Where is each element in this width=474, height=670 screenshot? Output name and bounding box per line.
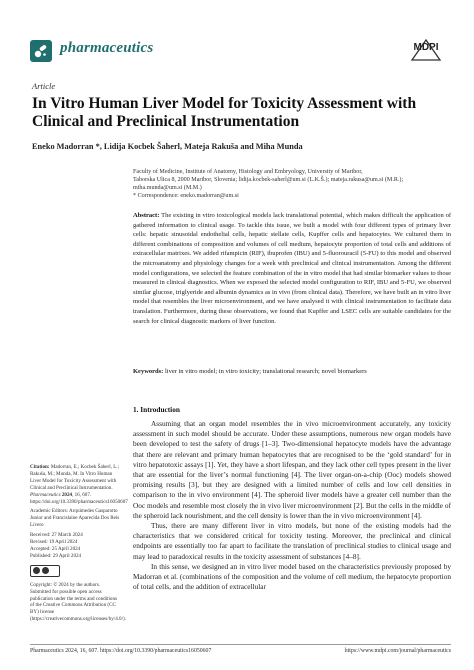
mdpi-logo-icon — [408, 38, 444, 64]
citation-journal: Pharmaceutics — [30, 491, 61, 498]
journal-name: pharmaceutics — [60, 40, 154, 56]
paragraph: In this sense, we designed an in vitro liver model based on the characteristics previously proposed by Madorran et al. (combinations of the composition and the volume of cell medium, the hepatocyte proportion of total cells, and the addition of extracellular — [133, 561, 451, 592]
footer-divider — [30, 644, 451, 645]
received-date: Received: 27 March 2024 — [30, 532, 83, 539]
academic-editors: Academic Editors: Arquimedes Gasparotto Junior and Francislaine Aparecida Dos Reis Lívero — [30, 508, 120, 529]
footer-citation: Pharmaceutics 2024, 16, 607. https://doi.org/10.3390/pharmaceutics16050607 — [30, 648, 212, 654]
copyright-notice: Copyright: © 2024 by the authors. Submitted for possible open access publication under the terms and conditions of the Creative Commons Attribution (CC BY) license (https://creativecommons.org/licenses/by/4.0/). — [30, 581, 126, 623]
article-title: In Vitro Human Liver Model for Toxicity Assessment with Clinical and Preclinical Instrumentation — [32, 95, 417, 130]
introduction-body — [133, 419, 451, 592]
affiliation-line: Faculty of Medicine, Institute of Anatomy, Histology and Embryology, University of Maribor, — [133, 169, 363, 175]
citation-text: Madorran, E.; Kocbek Šaherl, L.; Rakuša, M.; Munda, M. In Vitro Human Liver Model for Toxicity Assessment with Clinical and Preclinical Instrumentation. — [30, 464, 119, 491]
abstract-label: Abstract: — [133, 212, 160, 219]
section-heading: 1. Introduction — [133, 405, 180, 414]
article-type: Article — [32, 81, 56, 91]
cc-by-license-icon — [30, 565, 60, 577]
abstract-text: The existing in vitro toxicological models lack translational potential, which makes difficult the application of gathered information to clinical usage. To tackle this issue, we built a model with four different types of primary liver cells: hepatic sinusoidal endothelial cells, hepatic stellate cells, Kupffer cells and hepatocytes. We cultured them in different combinations of composition and volumes of cell medium, hepatocyte proportion of total cells and additions of extracellular matrixes. We added rifampicin (RIF), ibuprofen (IBU) and 5-fluorouracil (5-FU) to this model and observed the microanatomy and physiology changes for a week with preclinical and clinical instrumentation. Among the different model configurations, we selected the feature combination of the in vitro model that had similar biomarker values to those measured in clinical diagnostics. When we exposed the selected model configuration to RIF, IBU and 5-FU, we observed similar glucose, triglyeride and albumin dynamics as in vivo (from clinical data). Therefore, we have built an in vitro liver model that resembles the liver microenvironment, and we have analysed it with clinical instrumentation to facilitate data translation. Furthermore, during these observations, we found that Kupffer and LSEC cells are suitable candidates for the search for clinical diagnostic markers of liver function. — [133, 212, 451, 325]
keywords — [133, 367, 451, 376]
published-date: Published: 29 April 2024 — [30, 552, 82, 559]
keywords-label: Keywords: — [133, 368, 164, 375]
correspondence-line: * Correspondence: eneko.madorran@um.si — [133, 193, 239, 199]
citation — [30, 464, 128, 505]
article-info-sidebar — [30, 464, 128, 626]
abstract — [133, 211, 451, 326]
accepted-date: Accepted: 25 April 2024 — [30, 545, 81, 552]
publisher-name: MDPI — [413, 42, 439, 53]
affiliation-block — [133, 168, 451, 200]
citation-year: 2024 — [61, 491, 73, 498]
affiliation-line: miha.munda@um.si (M.M.) — [133, 185, 202, 191]
citation-label: Citation: — [30, 464, 50, 470]
author-list: Eneko Madorran *, Lidija Kocbek Šaherl, Mateja Rakuša and Miha Munda — [32, 142, 303, 151]
paragraph: Assuming that an organ model resembles the in vivo microenvironment accurately, any toxicity assessment in such model should be accurate. Under these assumptions, numerous new organ models have been developed to test the safety of drugs [1–3]. Two-dimensional hepatocyte models have the advantage that there are relevant and primary human hepatocytes that are recognised to be the ‘gold standard’ for in vitro hepatotoxic assays [1]. Yet, they have a short lifespan, and they lack other cell types present in the liver that are essential for the liver’s normal functioning [4]. The liver organ-on-a-chip (Ooc) models showed promising results [3], but they are designed with a limited number of cells and low cell densities in comparison to the in vivo environment [4]. The spheroid liver models have a greater cell number than the Ooc models and resemble most closely the in vivo liver microenvironment [2]. But the cells in the middle of the spheroid lack nourishment, and the cell density is lower than the in vivo microenvironment [4]. — [133, 419, 451, 520]
footer-journal-url[interactable]: https://www.mdpi.com/journal/pharmaceutics — [344, 648, 451, 654]
citation-ref: , 16, 607. https://doi.org/10.3390/pharmaceutics16050607 — [30, 491, 128, 505]
journal-logo-icon — [30, 40, 52, 62]
revised-date: Revised: 19 April 2024 — [30, 539, 78, 546]
paragraph: Thus, there are many different liver in vitro models, but none of the existing models had the characteristics that we considered critical for toxicity testing. Moreover, the preclinical and clinical endpoints are essentially too far apart to facilitate the translation of preclinical studies to clinical usage and may lead to paradoxical results in the toxicity assessment of substances [4–8]. — [133, 521, 451, 561]
keywords-text: liver in vitro model; in vitro toxicity; translational research; novel biomarkers — [164, 368, 367, 375]
affiliation-line: Taborska Ulica 8, 2000 Maribor, Slovenia; lidija.kocbek-saherl@um.si (L.K.Š.); mateja.rakusa@um.si (M.R.); — [133, 177, 404, 183]
